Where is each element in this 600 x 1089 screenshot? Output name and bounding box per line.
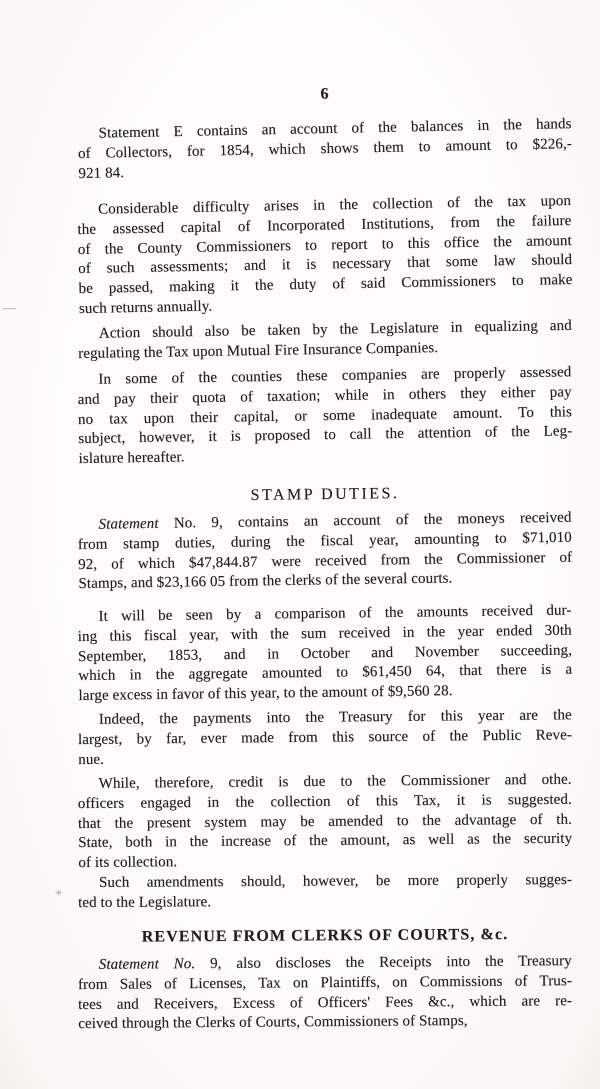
scan-artifact-ink-spot: ✳ — [55, 888, 63, 898]
text-line: Such amendments should, however, be more properly sugges- — [98, 872, 572, 892]
text-line: and pay their quota of taxation; while in others they either pay — [77, 383, 572, 408]
text-line: tees and Receivers, Excess of Officers' Fees &c., which are re- — [78, 992, 573, 1013]
text-line: Statement No. 9, also discloses the Receipts into the Treasury — [98, 953, 572, 973]
text-line: It will be seen by a comparison of the amounts received dur- — [98, 602, 572, 625]
text-column — [0, 116, 573, 1035]
text-line: ceived through the Clerks of Courts, Commissioners of Stamps, — [78, 1013, 468, 1033]
text-line: September, 1853, and in October and November succeeding, — [77, 642, 573, 665]
text-line: such returns annually. — [78, 298, 213, 318]
text-line: Indeed, the payments into the Treasury for this year are the — [98, 707, 572, 728]
text-line: subject, however, it is proposed to call the attention of the Leg- — [78, 423, 573, 448]
text-line: from stamp duties, during the fiscal year, amounting to $71,010 — [77, 529, 572, 553]
text-line: largest, by far, ever made from this source of the Public Reve- — [77, 726, 573, 748]
text-line: Statement E contains an account of the balances in the hands — [98, 116, 572, 142]
paragraph-clerks-receipts — [78, 952, 573, 1035]
text-line: Action should also be taken by the Legislature in equalizing and — [98, 317, 572, 342]
text-line: of its collection. — [78, 854, 178, 872]
paragraph-collector-balances — [77, 115, 572, 184]
text-line: 92, of which $47,844.87 were received from the Commissioner of — [78, 549, 573, 573]
paragraph-stamp-receipts — [77, 508, 572, 595]
text-line: Considerable difficulty arises in the collection of the tax upon — [97, 193, 572, 219]
section-heading-revenue-clerks: REVENUE FROM CLERKS OF COURTS, &c. — [141, 925, 509, 946]
text-line: of such assessments; and it is necessary that some law should — [78, 252, 573, 278]
paragraph-mutual-fire-insurance — [78, 317, 573, 365]
text-line: ing this fiscal year, with the sum received in the year ended 30th — [77, 622, 572, 645]
text-line: of Collectors, for 1854, which shows them to amount to $226,- — [77, 135, 573, 162]
text-line: Statement No. 9, contains an account of the moneys received — [98, 509, 572, 533]
text-line: from Sales of Licenses, Tax on Plaintiffs, on Commissions of Trus- — [77, 972, 572, 993]
page-number: 6 — [320, 85, 330, 103]
text-line: large excess in favor of this year, to the amount of $9,560 28. — [78, 683, 453, 705]
text-line: officers engaged in the collection of this Tax, it is suggested. — [77, 791, 572, 813]
text-line: which in the aggregate amounted to $61,450 64, that there is a — [78, 661, 573, 685]
text-line: State, both in the increase of the amount, as well as the security — [78, 831, 573, 852]
paragraph-county-assessment — [77, 363, 572, 470]
text-line: of the County Commissioners to report to this office the amount — [77, 232, 572, 258]
text-line: nue. — [78, 751, 105, 768]
text-line: While, therefore, credit is due to the Commissioner and othe. — [98, 772, 572, 793]
text-line: no tax upon their capital, or some inadequate amount. To this — [77, 403, 573, 428]
paragraph-year-comparison — [77, 601, 572, 706]
text-line: regulating the Tax upon Mutual Fire Insurance Companies. — [78, 339, 439, 362]
paragraph-incorporated-institutions — [77, 192, 573, 320]
text-line: 921 84. — [78, 164, 125, 182]
text-line: the assessed capital of Incorporated Institutions, from the failure — [77, 213, 572, 239]
text-line: In some of the counties these companies are properly assessed — [98, 364, 572, 388]
paragraph-amendments-legislature — [78, 871, 572, 914]
text-line: islature hereafter. — [78, 449, 185, 467]
paragraph-credit-commissioner — [78, 771, 573, 874]
text-line: be passed, making it the duty of said Commissioners to make — [78, 272, 573, 298]
section-heading-stamp-duties: STAMP DUTIES. — [250, 484, 400, 504]
scan-artifact-margin-dash: — — [3, 300, 16, 315]
text-line: ted to the Legislature. — [78, 894, 212, 912]
text-line: Stamps, and $23,166 05 from the clerks of the several courts. — [78, 570, 453, 593]
text-line: that the present system may be amended to the advantage of th. — [77, 811, 573, 832]
paragraph-largest-payments — [78, 706, 573, 770]
